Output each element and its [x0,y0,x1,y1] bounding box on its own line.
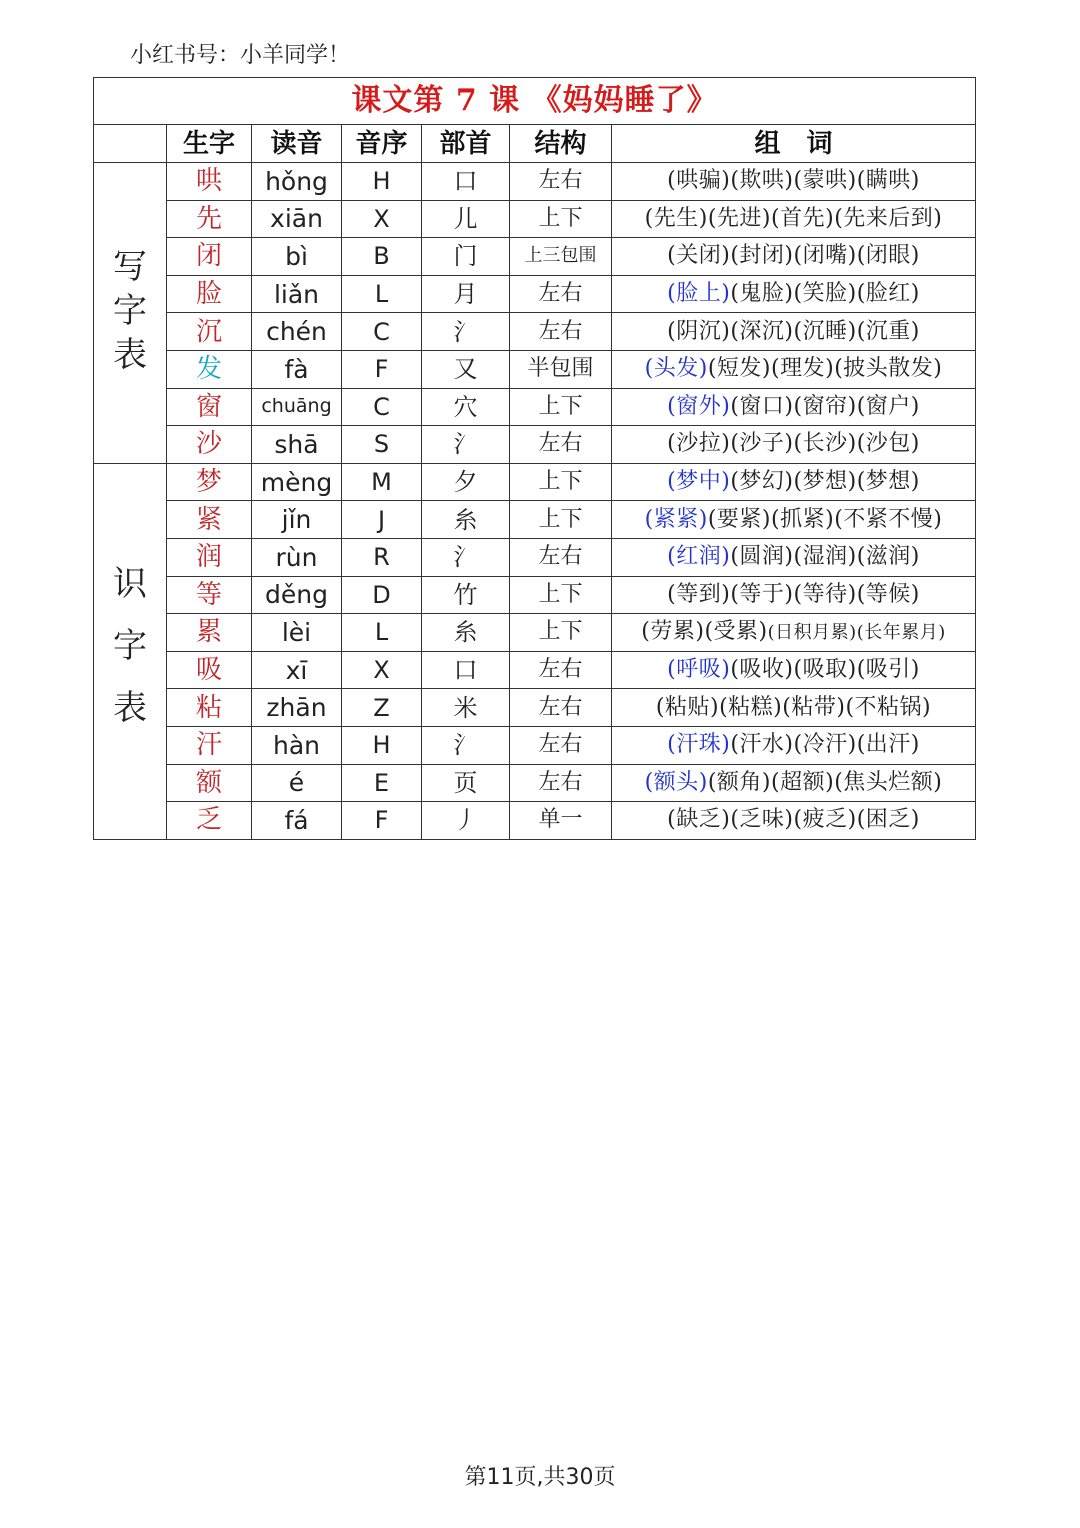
group-label-char: 字 [113,290,147,331]
radical-cell: 又 [422,350,510,388]
words-cell [612,350,976,388]
word-item: (闭眼) [856,243,920,269]
header-words: 组 词 [612,125,976,163]
word-item: (沙拉) [667,431,731,457]
words-cell [612,726,976,764]
pinyin-cell: fà [252,350,342,388]
pinyin-cell: zhān [252,689,342,727]
words-cell [612,388,976,426]
word-item: (困乏) [856,807,920,833]
initial-cell: R [342,538,422,576]
radical-cell: 米 [422,689,510,727]
word-item: (汗水) [730,732,794,758]
table-row [94,726,976,764]
words-cell [612,426,976,464]
structure-cell: 半包围 [510,350,612,388]
radical-cell: 糸 [422,614,510,652]
word-item: (瞒哄) [856,168,920,194]
word-item: (等到) [667,581,731,607]
word-item: (鬼脸) [730,281,794,307]
word-item: (呼吸) [667,657,731,683]
radical-cell: 穴 [422,388,510,426]
word-item: (吸取) [793,657,857,683]
vocab-table [93,77,976,840]
initial-cell: L [342,275,422,313]
word-item: (吸引) [856,657,920,683]
group-label-char: 写 [113,246,147,287]
table-row [94,426,976,464]
pinyin-cell: rùn [252,538,342,576]
word-item: (等于) [730,581,794,607]
radical-cell: 儿 [422,200,510,238]
word-item: (汗珠) [667,732,731,758]
word-item: (沉重) [856,318,920,344]
word-item: (粘糕) [719,694,783,720]
structure-cell: 左右 [510,163,612,201]
word-item: (湿润) [793,544,857,570]
page-number: 第11页,共30页 [464,1465,616,1490]
char-cell: 发 [167,350,252,388]
structure-cell: 左右 [510,538,612,576]
structure-cell: 上下 [510,614,612,652]
word-item: (日积月累) [767,622,857,644]
table-row [94,238,976,276]
word-item: (粘带) [782,694,846,720]
word-item: (封闭) [730,243,794,269]
word-item: (长沙) [793,431,857,457]
initial-cell: L [342,614,422,652]
header-initial: 音序 [342,125,422,163]
word-item: (吸收) [730,657,794,683]
initial-cell: X [342,651,422,689]
char-cell: 先 [167,200,252,238]
word-item: (梦中) [667,469,731,495]
words-cell [612,501,976,539]
words-cell [612,238,976,276]
word-item: (窗外) [667,393,731,419]
pinyin-cell: lèi [252,614,342,652]
initial-cell: H [342,726,422,764]
word-item: (受累) [704,619,768,645]
initial-cell: Z [342,689,422,727]
words-cell [612,802,976,840]
initial-cell: M [342,463,422,501]
radical-cell: 口 [422,651,510,689]
initial-cell: F [342,802,422,840]
radical-cell: 夕 [422,463,510,501]
header-char: 生字 [167,125,252,163]
table-row [94,689,976,727]
word-item: (披头散发) [834,356,943,382]
words-cell [612,163,976,201]
header-structure: 结构 [510,125,612,163]
structure-cell: 左右 [510,426,612,464]
word-item: (窗口) [730,393,794,419]
pinyin-cell: bì [252,238,342,276]
word-item: (焦头烂额) [834,769,943,795]
radical-cell: 氵 [422,726,510,764]
radical-cell: 糸 [422,501,510,539]
word-item: (长年累月) [856,622,946,644]
words-cell [612,689,976,727]
pinyin-cell: chuāng [252,388,342,426]
word-item: (圆润) [730,544,794,570]
word-item: (沙包) [856,431,920,457]
table-row [94,764,976,802]
word-item: (阴沉) [667,318,731,344]
group-label [94,163,167,464]
group-label-char: 表 [113,688,147,729]
group-label-char: 识 [113,564,147,605]
initial-cell: C [342,313,422,351]
radical-cell: 竹 [422,576,510,614]
table-row [94,538,976,576]
word-item: (先进) [707,205,772,231]
char-cell: 哄 [167,163,252,201]
word-item: (不紧不慢) [834,506,943,532]
initial-cell: C [342,388,422,426]
word-item: (等待) [793,581,857,607]
structure-cell: 左右 [510,313,612,351]
pinyin-cell: fá [252,802,342,840]
structure-cell: 左右 [510,764,612,802]
initial-cell: H [342,163,422,201]
words-cell [612,764,976,802]
char-cell: 吸 [167,651,252,689]
structure-cell: 左右 [510,689,612,727]
table-row [94,614,976,652]
word-item: (要紧) [707,506,772,532]
initial-cell: J [342,501,422,539]
word-item: (沙子) [730,431,794,457]
word-item: (先来后到) [834,205,943,231]
table-row [94,200,976,238]
word-item: (闭嘴) [793,243,857,269]
words-cell [612,538,976,576]
group-label-char: 表 [113,334,147,375]
words-cell [612,651,976,689]
char-cell: 闭 [167,238,252,276]
char-cell: 梦 [167,463,252,501]
pinyin-cell: hǒng [252,163,342,201]
char-cell: 额 [167,764,252,802]
word-item: (不粘锅) [845,694,932,720]
table-row [94,802,976,840]
table-row [94,350,976,388]
word-item: (蒙哄) [793,168,857,194]
structure-cell: 上三包围 [510,238,612,276]
pinyin-cell: hàn [252,726,342,764]
word-item: (笑脸) [793,281,857,307]
pinyin-cell: xiān [252,200,342,238]
header-radical: 部首 [422,125,510,163]
group-label-char: 字 [113,626,147,667]
group-label [94,463,167,839]
structure-cell: 上下 [510,576,612,614]
word-item: (理发) [771,356,835,382]
word-item: (窗帘) [793,393,857,419]
header-row [94,125,976,163]
table-row [94,275,976,313]
initial-cell: E [342,764,422,802]
watermark-text: 小红书号：小羊同学！ [130,43,351,68]
structure-cell: 上下 [510,501,612,539]
word-item: (抓紧) [771,506,835,532]
word-item: (粘贴) [655,694,720,720]
word-item: (劳累) [641,619,705,645]
lesson-title: 课文第 7 课 《妈妈睡了》 [94,78,976,125]
word-item: (疲乏) [793,807,857,833]
header-pinyin: 读音 [252,125,342,163]
char-cell: 乏 [167,802,252,840]
pinyin-cell: shā [252,426,342,464]
initial-cell: B [342,238,422,276]
table-row [94,651,976,689]
char-cell: 沉 [167,313,252,351]
char-cell: 等 [167,576,252,614]
radical-cell: 氵 [422,313,510,351]
word-item: (额角) [707,769,772,795]
word-item: (头发) [644,356,708,382]
radical-cell: 口 [422,163,510,201]
table-row [94,313,976,351]
pinyin-cell: chén [252,313,342,351]
table-row [94,501,976,539]
char-cell: 汗 [167,726,252,764]
radical-cell: 氵 [422,538,510,576]
radical-cell: 月 [422,275,510,313]
word-item: (短发) [707,356,772,382]
char-cell: 紧 [167,501,252,539]
header-blank [94,125,167,163]
pinyin-cell: xī [252,651,342,689]
radical-cell: 丿 [422,802,510,840]
radical-cell: 门 [422,238,510,276]
words-cell [612,275,976,313]
word-item: (红润) [667,544,731,570]
initial-cell: X [342,200,422,238]
word-item: (梦幻) [730,469,794,495]
char-cell: 累 [167,614,252,652]
pinyin-cell: mèng [252,463,342,501]
word-item: (深沉) [730,318,794,344]
word-item: (脸上) [667,281,731,307]
table-row [94,576,976,614]
structure-cell: 上下 [510,388,612,426]
word-item: (等候) [856,581,920,607]
word-item: (先生) [644,205,708,231]
table-row [94,163,976,201]
word-item: (额头) [644,769,708,795]
word-item: (欺哄) [730,168,794,194]
initial-cell: D [342,576,422,614]
structure-cell: 上下 [510,200,612,238]
char-cell: 沙 [167,426,252,464]
word-item: (出汗) [856,732,920,758]
table-row [94,388,976,426]
char-cell: 润 [167,538,252,576]
char-cell: 窗 [167,388,252,426]
initial-cell: F [342,350,422,388]
pinyin-cell: jǐn [252,501,342,539]
structure-cell: 上下 [510,463,612,501]
words-cell [612,200,976,238]
word-item: (窗户) [856,393,920,419]
word-item: (滋润) [856,544,920,570]
pinyin-cell: děng [252,576,342,614]
radical-cell: 页 [422,764,510,802]
structure-cell: 左右 [510,275,612,313]
char-cell: 脸 [167,275,252,313]
word-item: (乏味) [730,807,794,833]
word-item: (超额) [771,769,835,795]
structure-cell: 左右 [510,726,612,764]
pinyin-cell: liǎn [252,275,342,313]
char-cell: 粘 [167,689,252,727]
structure-cell: 左右 [510,651,612,689]
word-item: (梦想) [856,469,920,495]
radical-cell: 氵 [422,426,510,464]
word-item: (脸红) [856,281,920,307]
word-item: (缺乏) [667,807,731,833]
table-row [94,463,976,501]
word-item: (关闭) [667,243,731,269]
words-cell [612,313,976,351]
word-item: (首先) [771,205,835,231]
words-cell [612,463,976,501]
word-item: (紧紧) [644,506,708,532]
pinyin-cell: é [252,764,342,802]
word-item: (哄骗) [667,168,731,194]
structure-cell: 单一 [510,802,612,840]
words-cell [612,614,976,652]
word-item: (冷汗) [793,732,857,758]
word-item: (沉睡) [793,318,857,344]
initial-cell: S [342,426,422,464]
words-cell [612,576,976,614]
word-item: (梦想) [793,469,857,495]
